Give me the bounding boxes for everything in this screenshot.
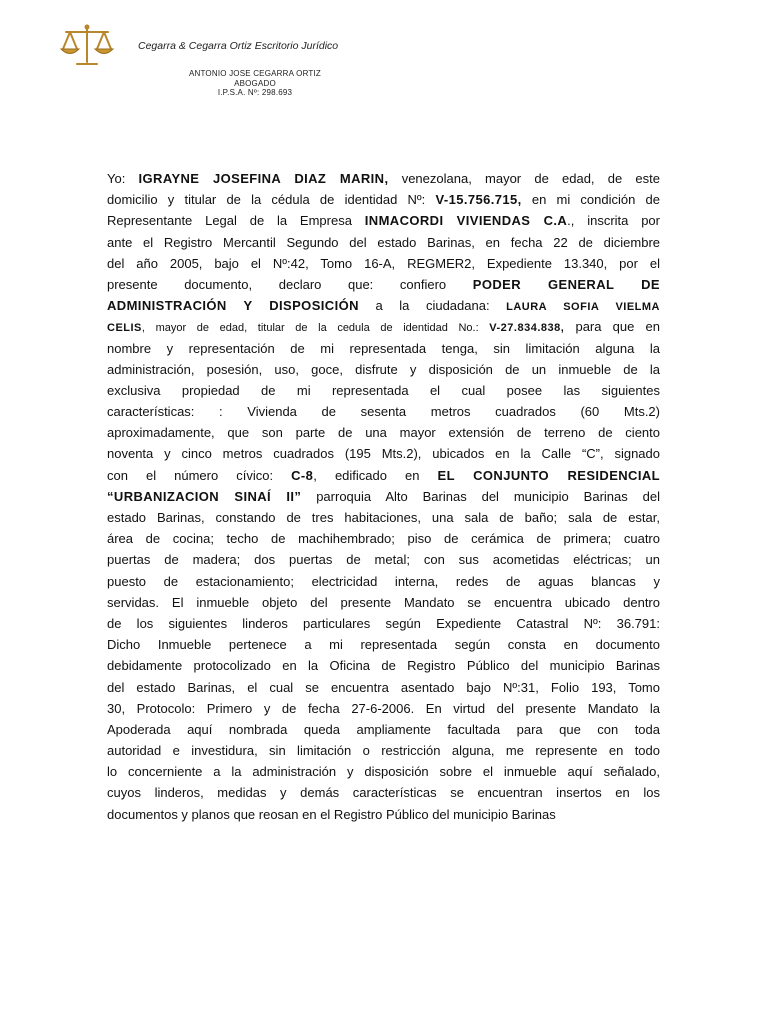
text-run: características: : Vivienda de sesenta metros cuadrados (60 Mts.2): [107, 404, 660, 420]
bold-text-run: IGRAYNE JOSEFINA DIAZ MARIN,: [138, 171, 389, 186]
bold-text-run: C-8: [291, 467, 314, 483]
text-line: [107, 486, 660, 507]
text-run: Representante Legal de la Empresa: [107, 213, 365, 229]
text-run: ., inscrita por: [567, 213, 660, 229]
text-line: [107, 316, 660, 337]
text-run: Apoderada aquí nombrada queda ampliamente facultada para que con toda: [107, 721, 660, 737]
text-run: debidamente protocolizado en la Oficina de Registro Público del municipio Barinas: [107, 658, 660, 674]
text-run: 30, Protocolo: Primero y de fecha 27-6-2006. En virtud del presente Mandato la: [107, 700, 660, 716]
text-line: [107, 189, 660, 210]
text-line: [107, 634, 660, 655]
text-run: nombre y representación de mi representada tenga, sin limitación alguna la: [107, 340, 660, 356]
text-run: en mi condición de: [521, 192, 660, 208]
text-run: Dicho Inmueble pertenece a mi representada según consta en documento: [107, 637, 660, 653]
text-line: [107, 274, 660, 295]
bold-text-run: PODER GENERAL DE: [472, 276, 660, 292]
text-line: [107, 422, 660, 443]
bold-text-run: LAURA SOFIA VIELMA: [506, 301, 660, 314]
text-run: del año 2005, bajo el Nº:42, Tomo 16-A, REGMER2, Expediente 13.340, por el: [107, 255, 660, 271]
text-run: de los siguientes linderos particulares según Expediente Catastral Nº: 36.791:: [107, 615, 660, 631]
text-run: noventa y cinco metros cuadrados (195 Mts.2), ubicados en la Calle “C”, signado: [107, 446, 660, 462]
text-line: [107, 677, 660, 698]
text-run: , edificado en: [313, 467, 438, 483]
text-line: [107, 380, 660, 401]
text-line: [107, 571, 660, 592]
text-line: [107, 168, 660, 189]
text-run: puesto de estacionamiento; electricidad interna, redes de aguas blancas y: [107, 573, 660, 589]
text-run: ante el Registro Mercantil Segundo del estado Barinas, en fecha 22 de diciembre: [107, 234, 660, 250]
ipsa-number: I.P.S.A. Nº: 298.693: [217, 88, 293, 97]
text-line: [107, 804, 660, 825]
text-line: [107, 507, 660, 528]
text-run: cuyos linderos, medidas y demás características se encuentran insertos en los: [107, 785, 660, 801]
text-run: estado Barinas, constando de tres habitaciones, una sala de baño; sala de estar,: [107, 510, 660, 525]
text-run: , mayor de edad, titular de la cedula de identidad No.:: [141, 322, 490, 335]
text-line: [107, 465, 660, 486]
text-line: [107, 338, 660, 359]
text-line: [107, 592, 660, 613]
text-run: área de cocina; techo de machihembrado; piso de cerámica de primera; cuatro: [107, 531, 660, 547]
text-line: [107, 210, 660, 231]
bold-text-run: EL CONJUNTO RESIDENCIAL: [437, 467, 660, 483]
lawyer-name: ANTONIO JOSE CEGARRA ORTIZ: [188, 69, 322, 78]
text-run: a la ciudadana:: [358, 298, 507, 314]
text-run: documentos y planos que reosan en el Registro Público del municipio Barinas: [107, 806, 556, 822]
text-run: para que en: [564, 319, 660, 335]
text-run: venezolana, mayor de edad, de este: [388, 171, 660, 186]
text-run: administración, posesión, uso, goce, disfrute y disposición de un inmueble de la: [107, 361, 660, 377]
bold-text-run: “URBANIZACION SINAÍ II”: [107, 488, 302, 504]
text-run: con el número cívico:: [107, 467, 292, 483]
text-line: [107, 295, 660, 316]
text-run: del estado Barinas, el cual se encuentra asentado bajo Nº:31, Folio 193, Tomo: [107, 679, 660, 695]
text-run: autoridad e investidura, sin limitación o restricción alguna, me represente en todo: [107, 743, 660, 759]
text-run: puertas de madera; dos puertas de metal; con sus acometidas eléctricas; un: [107, 552, 660, 568]
text-line: [107, 253, 660, 274]
scales-of-justice-icon: [58, 22, 116, 68]
bold-text-run: V-27.834.838,: [489, 322, 565, 335]
text-line: [107, 401, 660, 422]
text-run: parroquia Alto Barinas del municipio Barinas del: [301, 488, 660, 504]
text-line: [107, 528, 660, 549]
text-line: [107, 655, 660, 676]
text-line: [107, 761, 660, 782]
text-line: [107, 782, 660, 803]
text-line: [107, 549, 660, 570]
lawyer-title: ABOGADO: [234, 78, 276, 88]
text-line: [107, 740, 660, 761]
text-line: [107, 232, 660, 253]
text-run: domicilio y titular de la cédula de identidad Nº:: [107, 192, 436, 208]
bold-text-run: V-15.756.715,: [435, 192, 522, 208]
text-line: [107, 613, 660, 634]
text-run: lo concerniente a la administración y disposición sobre el inmueble aquí señalado,: [107, 764, 660, 780]
bold-text-run: INMACORDI VIVIENDAS C.A: [364, 213, 568, 229]
lawyer-info: [160, 69, 350, 98]
text-line: [107, 359, 660, 380]
text-run: presente documento, declaro que: confiero: [107, 276, 473, 292]
bold-text-run: CELIS: [107, 322, 142, 335]
text-line: [107, 443, 660, 464]
document-body: [107, 168, 660, 825]
text-run: aproximadamente, que son parte de una mayor extensión de terreno de ciento: [107, 425, 660, 441]
text-line: [107, 719, 660, 740]
text-run: Yo:: [107, 171, 139, 186]
text-line: [107, 698, 660, 719]
bold-text-run: ADMINISTRACIÓN Y DISPOSICIÓN: [107, 298, 359, 314]
text-run: exclusiva propiedad de mi representada el cual posee las siguientes: [107, 382, 660, 398]
text-run: servidas. El inmueble objeto del presente Mandato se encuentra ubicado dentro: [107, 594, 660, 610]
firm-name: Cegarra & Cegarra Ortiz Escritorio Jurídico: [138, 40, 339, 52]
